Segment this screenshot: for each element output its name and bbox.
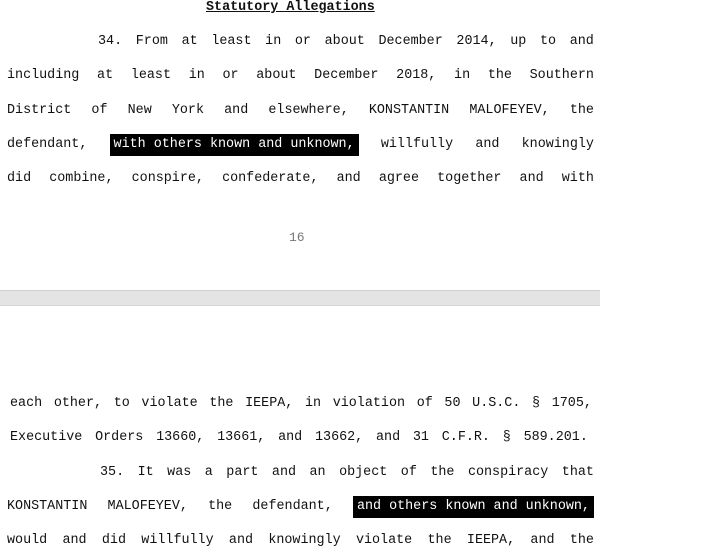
- word: in: [188, 68, 205, 83]
- word: an: [309, 465, 326, 480]
- word: It: [137, 465, 154, 480]
- word: violate: [355, 533, 413, 548]
- word: 589.201.: [523, 430, 588, 445]
- word: conspire,: [131, 171, 204, 186]
- word: 13661,: [217, 430, 266, 445]
- text-line: [10, 430, 588, 446]
- word: in: [454, 68, 471, 83]
- page-separator: [0, 290, 600, 306]
- word: and: [271, 465, 297, 480]
- word: MALOFEYEV,: [107, 499, 188, 514]
- word: with: [561, 171, 594, 186]
- word: violation: [332, 396, 406, 411]
- word: combine,: [49, 171, 114, 186]
- word: knowingly: [268, 533, 341, 548]
- word: or: [222, 68, 239, 83]
- word: defendant,: [7, 137, 88, 152]
- word: C.F.R.: [441, 430, 490, 445]
- word: December: [314, 68, 379, 83]
- word: 13660,: [156, 430, 205, 445]
- text-line: [7, 171, 594, 187]
- word: in: [265, 34, 282, 49]
- word: to: [113, 396, 130, 411]
- text-line: [7, 137, 594, 153]
- word: to: [540, 34, 557, 49]
- word: in: [304, 396, 322, 411]
- word: would: [7, 533, 48, 548]
- text-line: [10, 396, 592, 412]
- page-number: 16: [289, 230, 305, 245]
- word: about: [256, 68, 297, 83]
- word: Southern: [529, 68, 594, 83]
- word: the: [208, 499, 233, 514]
- word: elsewhere,: [268, 103, 349, 118]
- word: 31: [412, 430, 429, 445]
- word: the: [427, 533, 452, 548]
- word: at: [97, 68, 114, 83]
- word: Orders: [95, 430, 144, 445]
- word: KONSTANTIN: [368, 103, 450, 118]
- word: U.S.C.: [472, 396, 521, 411]
- text-line: [7, 103, 594, 119]
- word: a: [204, 465, 213, 480]
- word: confederate,: [222, 171, 319, 186]
- word: 34.: [98, 34, 123, 49]
- text-line: [7, 68, 594, 84]
- word: part: [226, 465, 259, 480]
- word: the: [209, 396, 234, 411]
- word: did: [7, 171, 32, 186]
- word: §: [502, 430, 511, 445]
- word: §: [532, 396, 541, 411]
- section-heading: Statutory Allegations: [206, 0, 375, 15]
- word: and: [228, 533, 254, 548]
- word: IEEPA,: [466, 533, 516, 548]
- word: and: [475, 137, 500, 152]
- word: of: [400, 465, 417, 480]
- text-selection-highlight[interactable]: and others known and unknown,: [353, 496, 594, 518]
- word: York: [171, 103, 205, 118]
- word: and: [336, 171, 361, 186]
- word: agree: [378, 171, 420, 186]
- word: violate: [141, 396, 198, 411]
- word: 1705,: [551, 396, 592, 411]
- word: that: [561, 465, 594, 480]
- text-line: [7, 533, 594, 549]
- word: 13662,: [315, 430, 364, 445]
- word: least: [130, 68, 171, 83]
- word: willfully: [141, 533, 214, 548]
- word: MALOFEYEV,: [469, 103, 550, 118]
- word: was: [167, 465, 192, 480]
- word: 2014,: [456, 34, 497, 49]
- word: about: [324, 34, 365, 49]
- word: and: [519, 171, 544, 186]
- word: Executive: [10, 430, 83, 445]
- word: the: [487, 68, 512, 83]
- word: 35.: [100, 465, 125, 480]
- word: at: [181, 34, 198, 49]
- word: object: [339, 465, 388, 480]
- word: least: [211, 34, 252, 49]
- word: District: [7, 103, 72, 118]
- word: up: [510, 34, 527, 49]
- word: December: [378, 34, 443, 49]
- word: the: [569, 533, 594, 548]
- word: and: [569, 34, 594, 49]
- text-line: [100, 465, 594, 481]
- text-line: [98, 34, 594, 50]
- word: or: [294, 34, 311, 49]
- word: conspiracy: [467, 465, 549, 480]
- text-selection-highlight[interactable]: with others known and unknown,: [110, 134, 359, 156]
- word: and: [62, 533, 87, 548]
- word: and: [376, 430, 401, 445]
- word: IEEPA,: [245, 396, 294, 411]
- word: other,: [53, 396, 103, 411]
- word: together: [437, 171, 502, 186]
- word: willfully: [380, 137, 454, 152]
- text-line: [7, 499, 594, 515]
- word: of: [91, 103, 108, 118]
- word: 50: [444, 396, 461, 411]
- word: KONSTANTIN: [7, 499, 88, 514]
- word: the: [430, 465, 455, 480]
- word: 2018,: [396, 68, 437, 83]
- word: each: [10, 396, 43, 411]
- word: the: [569, 103, 594, 118]
- word: New: [127, 103, 152, 118]
- word: of: [416, 396, 433, 411]
- word: knowingly: [521, 137, 594, 152]
- word: and: [224, 103, 249, 118]
- word: and: [530, 533, 555, 548]
- word: including: [7, 68, 80, 83]
- word: and: [278, 430, 303, 445]
- word: did: [101, 533, 126, 548]
- word: From: [135, 34, 168, 49]
- word: defendant,: [252, 499, 333, 514]
